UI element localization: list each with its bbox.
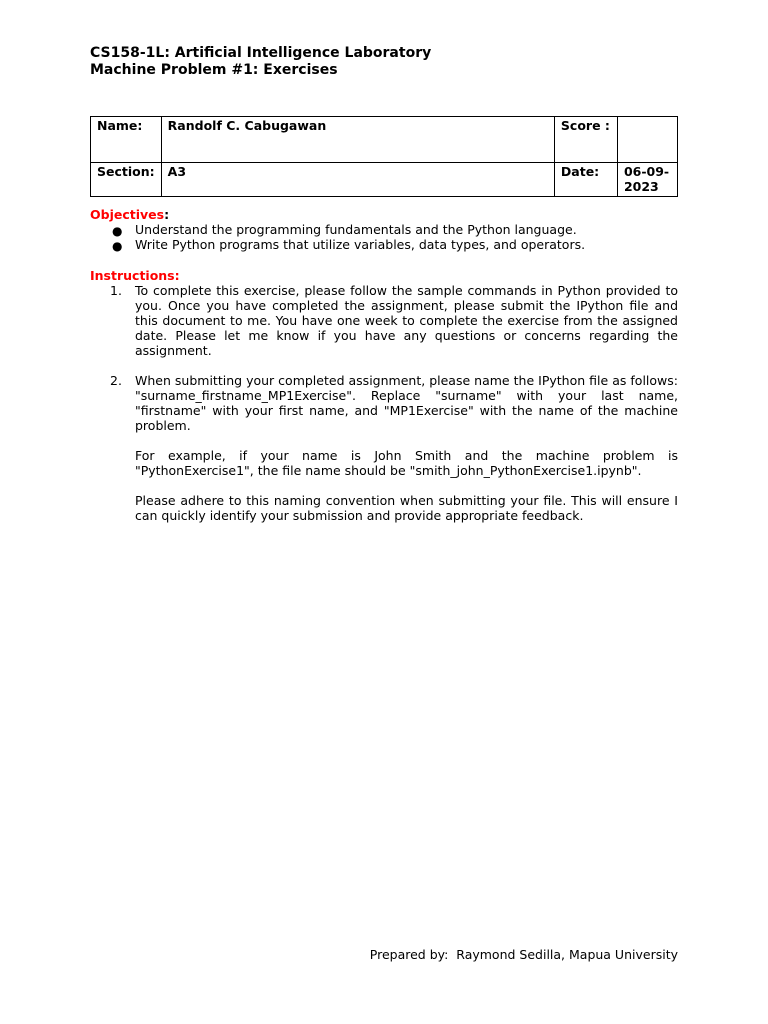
instruction-item (110, 373, 678, 523)
name-value: Randolf C. Cabugawan (161, 117, 554, 163)
document-header (90, 45, 431, 79)
section-label: Section: (91, 163, 162, 197)
objectives-heading (90, 207, 169, 222)
instruction-number: 2. (110, 373, 122, 388)
spacer (135, 433, 678, 448)
score-value (617, 117, 677, 163)
instruction-paragraph: To complete this exercise, please follow the sample commands in Python provided to you. Once you have completed the assignment, please submit the IPython file and this document to me. You have one week to complete the exercise from the assigned date. Please let me know if you have any questions or concerns regarding the assignment. (135, 283, 678, 358)
student-info-table (90, 116, 678, 197)
section-value: A3 (161, 163, 554, 197)
list-item (112, 237, 678, 252)
instruction-paragraph: For example, if your name is John Smith and the machine problem is "PythonExercise1", the file name should be "smith_john_PythonExercise1.ipynb". (135, 448, 678, 478)
bullet-icon: ● (112, 224, 123, 238)
info-row-name (91, 117, 678, 163)
score-label: Score : (554, 117, 617, 163)
footer-credit: Prepared by: Raymond Sedilla, Mapua University (369, 947, 678, 962)
bullet-icon: ● (112, 239, 123, 253)
course-title: CS158-1L: Artificial Intelligence Laboratory (90, 45, 432, 61)
instructions-title: Instructions: (90, 268, 180, 283)
date-value: 06-09-2023 (617, 163, 677, 197)
objectives-colon: : (164, 207, 170, 222)
date-label: Date: (554, 163, 617, 197)
objectives-list (112, 222, 678, 252)
name-label: Name: (91, 117, 162, 163)
instruction-paragraph: Please adhere to this naming convention when submitting your file. This will ensure I can quickly identify your submission and provide appropriate feedback. (135, 493, 678, 523)
objective-text: Write Python programs that utilize variables, data types, and operators. (135, 237, 586, 252)
info-row-section (91, 163, 678, 197)
instruction-number: 1. (110, 283, 122, 298)
objective-text: Understand the programming fundamentals and the Python language. (135, 222, 577, 237)
instruction-paragraph: When submitting your completed assignment, please name the IPython file as follows: "surname_firstname_MP1Exercise". Replace "surname" with your last name, "firstname" with your first name, and "MP1Exercise" with the name of the machine problem. (135, 373, 678, 433)
problem-title: Machine Problem #1: Exercises (90, 62, 338, 78)
spacer (135, 478, 678, 493)
instruction-item (110, 283, 678, 358)
instructions-list (110, 283, 678, 523)
spacer (110, 358, 678, 373)
objectives-title: Objectives (90, 207, 165, 222)
list-item (112, 222, 678, 237)
